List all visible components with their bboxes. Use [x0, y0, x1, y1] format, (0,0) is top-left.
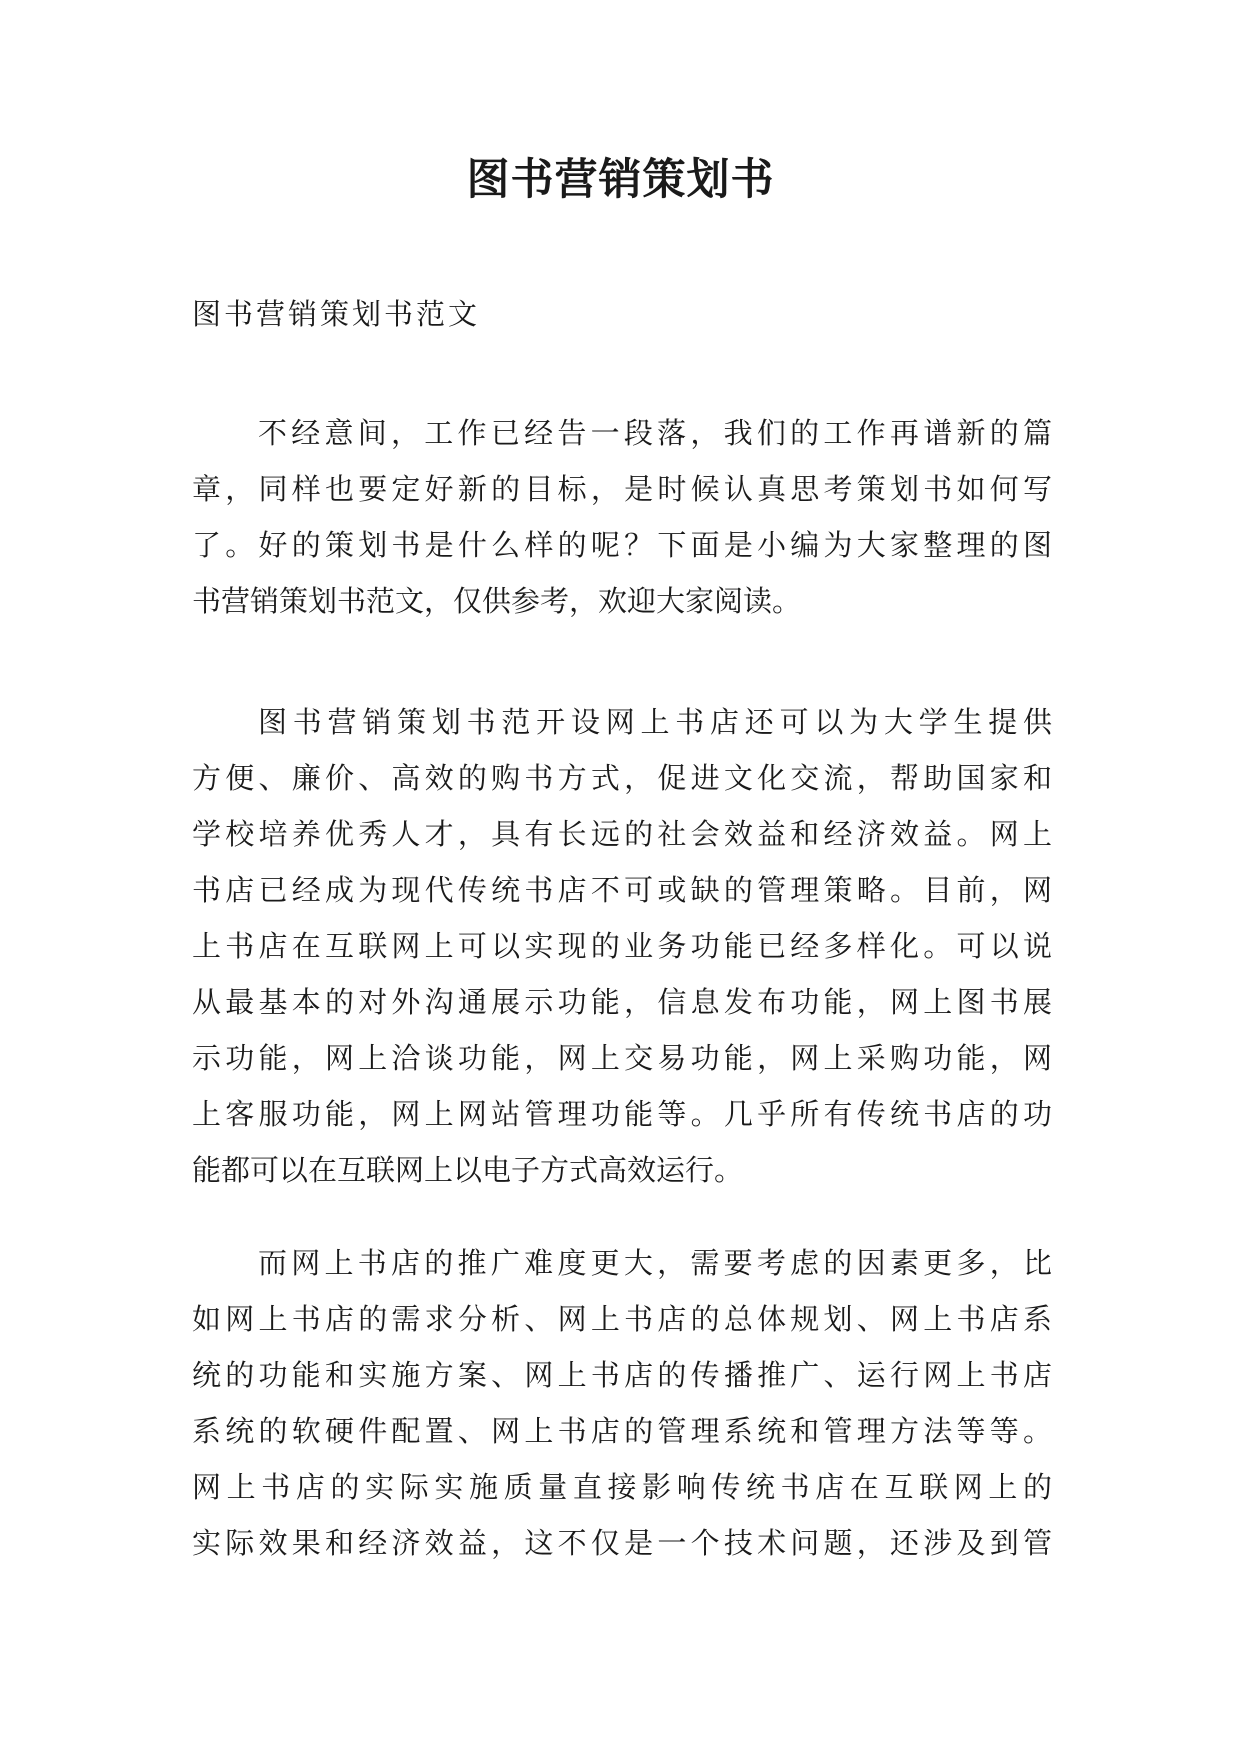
- paragraph-line: 统的功能和实施方案、网上书店的传播推广、运行网上书店: [192, 1358, 1052, 1392]
- paragraph-line: 方便、廉价、高效的购书方式，促进文化交流，帮助国家和: [192, 761, 1052, 795]
- paragraph-online-bookstore: [192, 694, 1052, 1198]
- paragraph-line: 实际效果和经济效益，这不仅是一个技术问题，还涉及到管: [192, 1526, 1052, 1560]
- document-title: 图书营销策划书: [466, 155, 775, 205]
- paragraph-line: 网上书店的实际实施质量直接影响传统书店在互联网上的: [192, 1470, 1052, 1504]
- paragraph-line: 而网上书店的推广难度更大，需要考虑的因素更多，比: [258, 1246, 1052, 1280]
- paragraph-line: 从最基本的对外沟通展示功能，信息发布功能，网上图书展: [192, 985, 1052, 1019]
- paragraph-line: 上客服功能，网上网站管理功能等。几乎所有传统书店的功: [192, 1097, 1052, 1131]
- paragraph-line: 书店已经成为现代传统书店不可或缺的管理策略。目前，网: [192, 873, 1052, 907]
- paragraph-intro: [192, 405, 1052, 629]
- paragraph-promotion: [192, 1235, 1052, 1571]
- paragraph-line: 学校培养优秀人才，具有长远的社会效益和经济效益。网上: [192, 817, 1052, 851]
- document-subtitle: 图书营销策划书范文: [192, 297, 481, 331]
- paragraph-line: 章，同样也要定好新的目标，是时候认真思考策划书如何写: [192, 472, 1052, 506]
- paragraph-line: 图书营销策划书范开设网上书店还可以为大学生提供: [258, 705, 1052, 739]
- paragraph-line: 上书店在互联网上可以实现的业务功能已经多样化。可以说: [192, 929, 1052, 963]
- paragraph-line: 如网上书店的需求分析、网上书店的总体规划、网上书店系: [192, 1302, 1052, 1336]
- paragraph-line: 不经意间，工作已经告一段落，我们的工作再谱新的篇: [258, 416, 1052, 450]
- paragraph-line: 示功能，网上洽谈功能，网上交易功能，网上采购功能，网: [192, 1041, 1052, 1075]
- paragraph-line: 了。好的策划书是什么样的呢？下面是小编为大家整理的图: [192, 528, 1052, 562]
- paragraph-line: 书营销策划书范文，仅供参考，欢迎大家阅读。: [192, 584, 802, 618]
- paragraph-line: 系统的软硬件配置、网上书店的管理系统和管理方法等等。: [192, 1414, 1052, 1448]
- paragraph-line: 能都可以在互联网上以电子方式高效运行。: [192, 1153, 744, 1187]
